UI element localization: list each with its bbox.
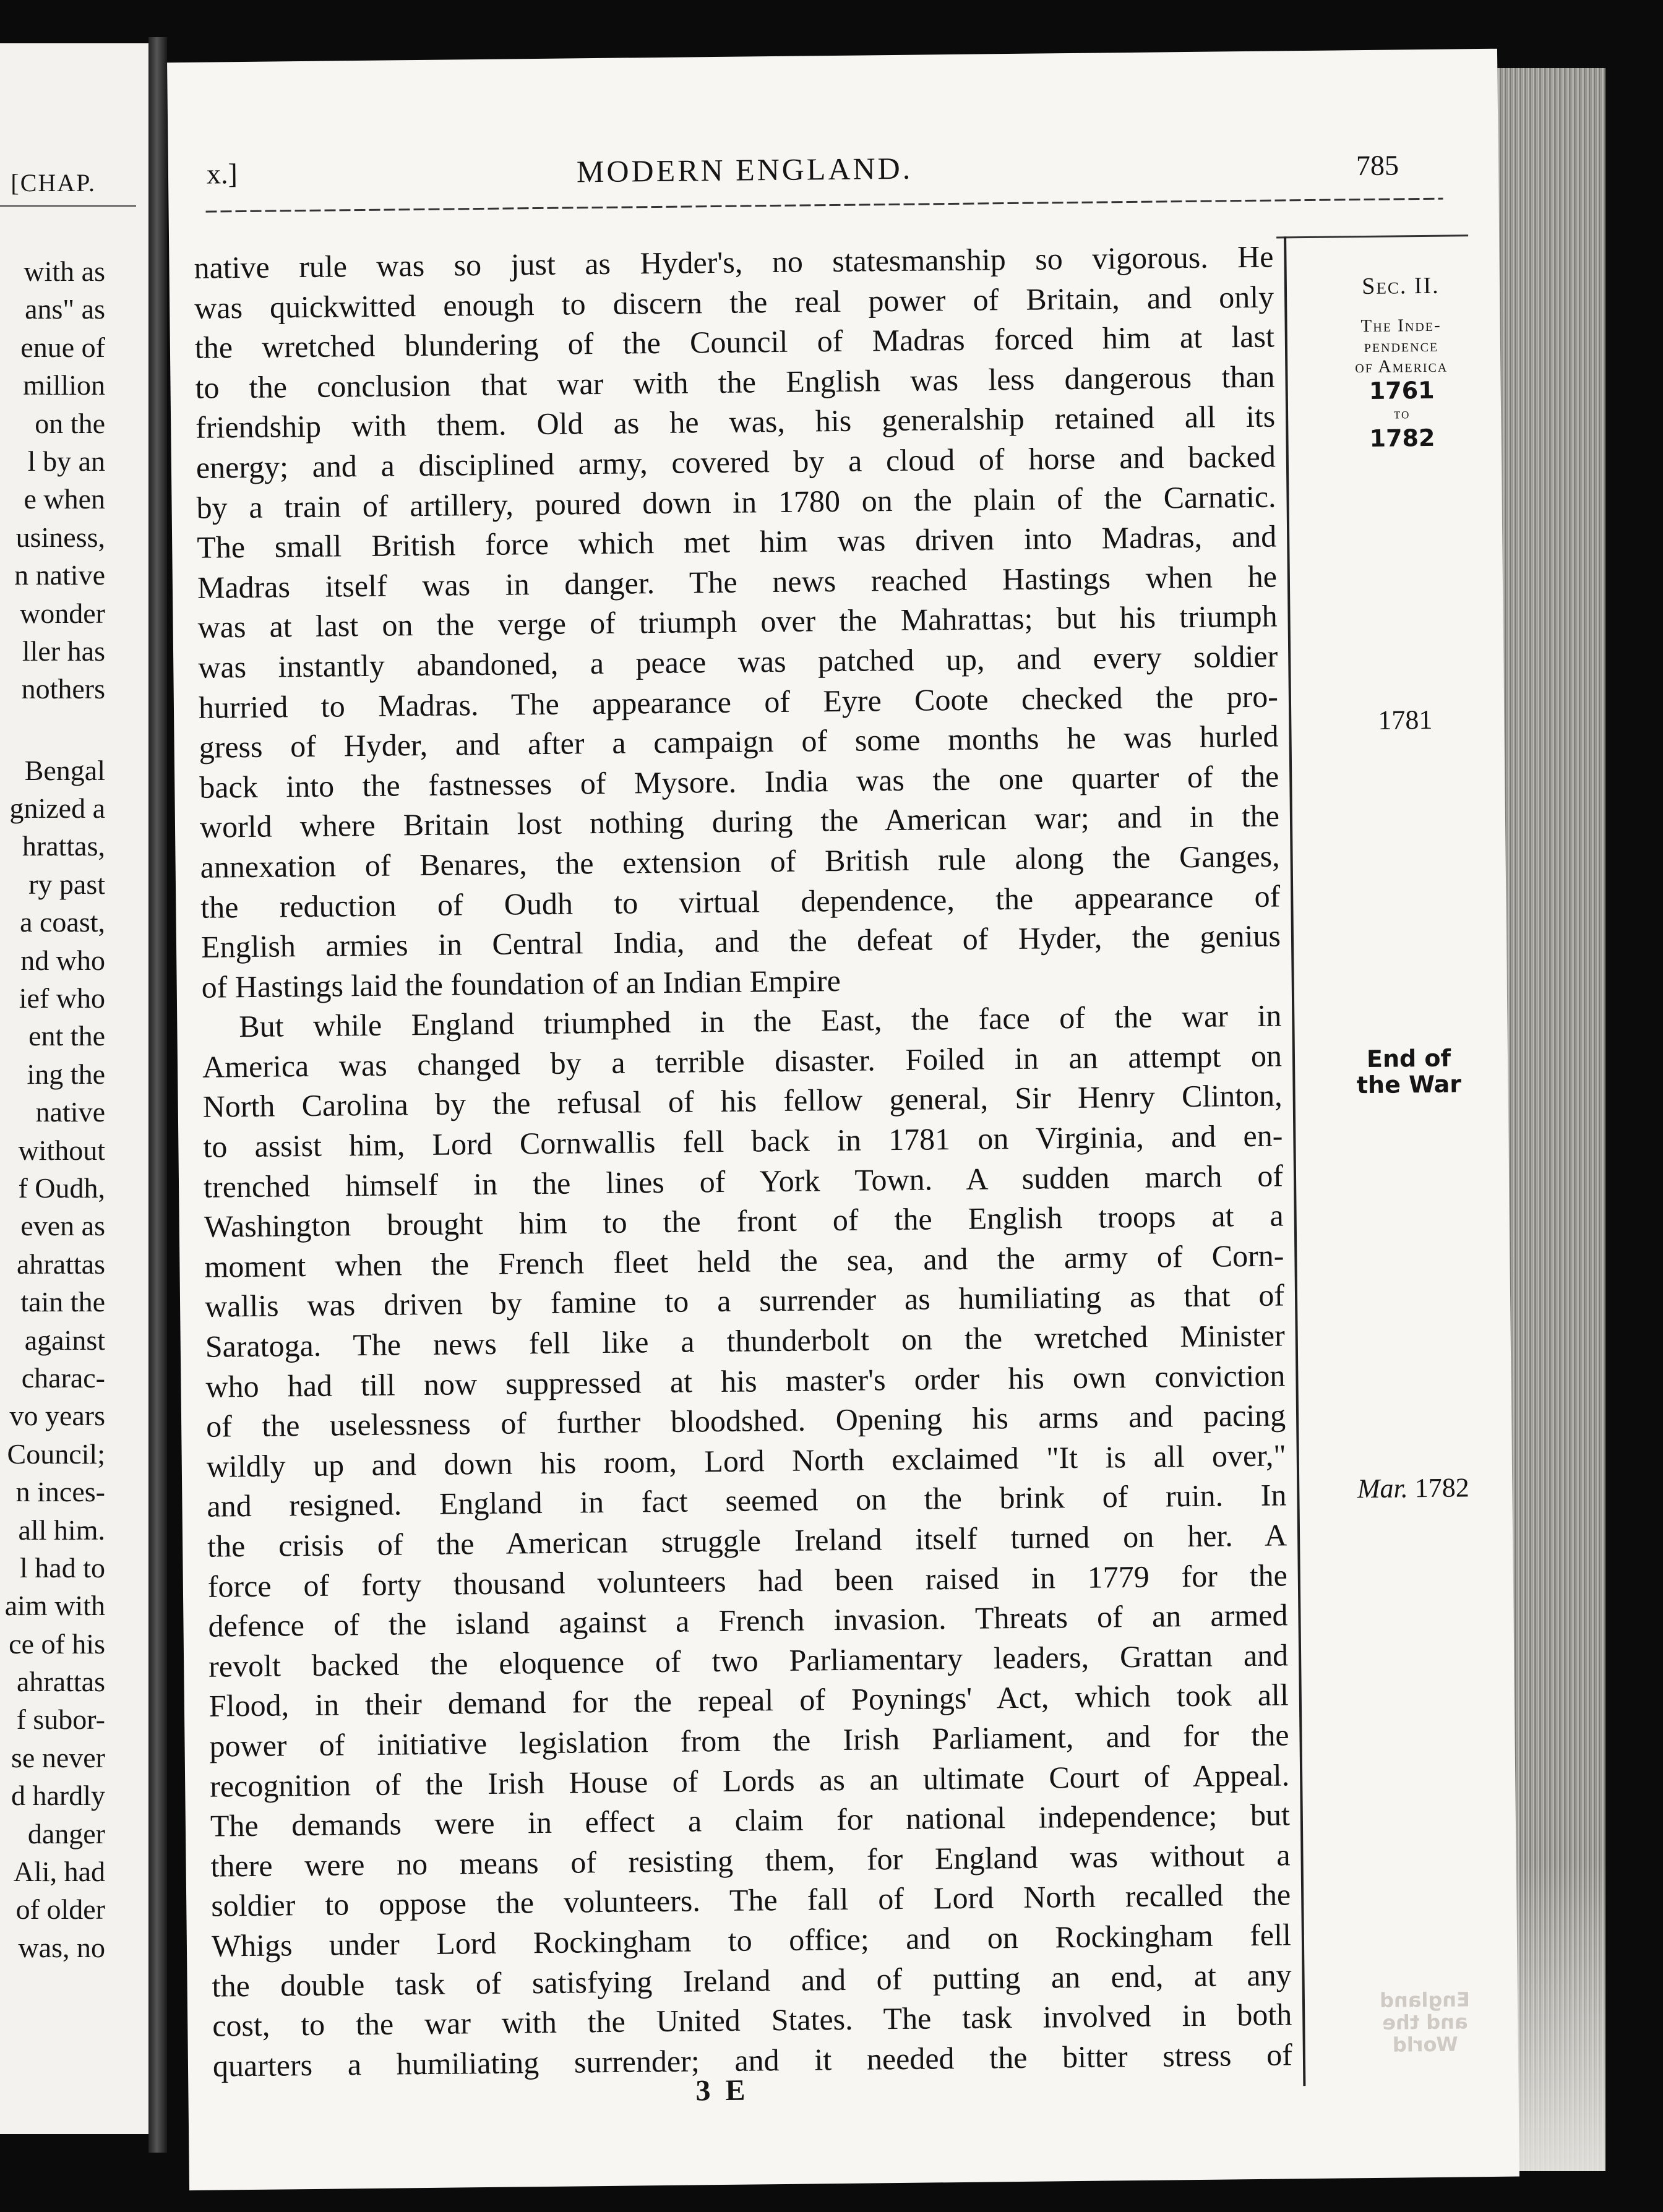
text-line: wallis was driven by famine to a surrender as humiliating as that of — [204, 1277, 1285, 1324]
text-line: The demands were in effect a claim for national independence; but — [210, 1797, 1291, 1843]
text-line: the double task of satisfying Ireland and of putting an end, at any — [212, 1957, 1292, 2004]
text-line: gress of Hyder, and after a campaign of some months he was hurled — [199, 718, 1279, 765]
left-text-line: l by an — [27, 445, 105, 477]
text-line: annexation of Benares, the extension of British rule along the Ganges, — [200, 838, 1280, 885]
left-text-line: ent the — [28, 1020, 105, 1052]
text-line: cost, to the war with the United States. The task involved in both — [212, 1997, 1292, 2043]
left-text-line: se never — [11, 1741, 105, 1773]
text-line: trenched himself in the lines of York Town. A sudden march of — [203, 1158, 1284, 1204]
text-line: hurried to Madras. The appearance of Eyre Coote checked the pro- — [198, 679, 1279, 725]
text-line: and resigned. England in fact seemed on the brink of ruin. In — [207, 1477, 1287, 1524]
left-text-line: was, no — [18, 1931, 105, 1963]
left-text-line: ry past — [28, 868, 105, 900]
text-line: by a train of artillery, poured down in 1780 on the plain of the Carnatic. — [196, 479, 1276, 525]
left-text-line: aim with — [4, 1590, 105, 1622]
left-text-line: nothers — [21, 673, 105, 705]
running-title: MODERN ENGLAND. — [576, 150, 913, 189]
left-text-line: ahrattas — [16, 1666, 105, 1698]
header-rule — [206, 198, 1443, 213]
text-line: the reduction of Oudh to virtual dependence, the appearance of — [200, 878, 1281, 925]
left-text-line: vo years — [9, 1400, 105, 1432]
text-line: the wretched blundering of the Council of Madras forced him at last — [194, 319, 1275, 365]
left-text-line: million — [23, 369, 105, 401]
left-text-line: tain the — [20, 1286, 105, 1318]
left-text-line: on the — [35, 407, 105, 439]
left-text-line: Bengal — [24, 754, 105, 786]
text-line: was at last on the verge of triumph over the Mahrattas; but his triumph — [197, 598, 1278, 645]
text-line: recognition of the Irish House of Lords as an ultimate Court of Appeal. — [209, 1757, 1290, 1804]
bleed-line-1: England — [1379, 1987, 1471, 2012]
left-text-line: e when — [24, 483, 105, 515]
left-text-line: against — [24, 1324, 105, 1356]
left-text-line: wonder — [20, 597, 105, 629]
text-line: world where Britain lost nothing during the American war; and in the — [199, 798, 1280, 845]
text-line: moment when the French fleet held the sea, and the army of Corn- — [204, 1238, 1284, 1284]
text-line: Washington brought him to the front of the English troops at a — [204, 1198, 1284, 1244]
text-line: wildly up and down his room, Lord North exclaimed "It is all over," — [206, 1438, 1287, 1484]
section-title-line-1: The Inde- — [1360, 315, 1442, 337]
running-head — [168, 142, 1499, 199]
text-line: of Hastings laid the foundation of an Indian Empire — [201, 962, 841, 1005]
left-text-line: native — [35, 1096, 105, 1128]
left-text-line: f subor- — [16, 1704, 105, 1736]
left-text-line: l had to — [20, 1551, 105, 1584]
left-text-line: ief who — [19, 982, 105, 1014]
text-line: North Carolina by the refusal of his fellow general, Sir Henry Clinton, — [202, 1078, 1283, 1125]
chapter-number: x.] — [206, 158, 238, 190]
left-header-rule — [0, 205, 136, 207]
text-line: force of forty thousand volunteers had been raised in 1779 for the — [207, 1558, 1288, 1604]
text-line: soldier to oppose the volunteers. The fall of Lord North recalled the — [210, 1877, 1291, 1924]
sidenote-march-1782 — [1308, 1472, 1519, 1506]
left-text-line: danger — [27, 1817, 105, 1850]
text-line: quarters a humiliating surrender; and it needed the bitter stress of — [212, 2037, 1293, 2083]
page-number: 785 — [1356, 149, 1399, 182]
left-text-line: usiness, — [15, 521, 105, 553]
body-text — [194, 237, 1292, 2086]
left-text-line: ans" as — [25, 293, 105, 325]
section-number: Sec. II. — [1361, 272, 1440, 300]
text-line: friendship with them. Old as he was, his generalship retained all its — [195, 398, 1276, 445]
left-text-line: nd who — [20, 944, 105, 976]
text-line: energy; and a disciplined army, covered by a cloud of horse and backed — [196, 439, 1276, 485]
left-text-line — [0, 708, 105, 752]
left-page-text — [0, 252, 105, 1966]
text-line: to assist him, Lord Cornwallis fell back in 1781 on Virginia, and en- — [203, 1118, 1283, 1164]
left-text-line: gnized a — [9, 792, 105, 825]
left-text-line: f Oudh, — [18, 1172, 105, 1204]
text-line: Whigs under Lord Rockingham to office; and on Rockingham fell — [211, 1917, 1292, 1963]
signature-mark: 3 E — [695, 2073, 749, 2107]
left-text-line: n inces- — [15, 1476, 105, 1508]
left-text-line: ller has — [22, 635, 105, 667]
left-text-line: without — [18, 1134, 105, 1166]
left-text-line: ce of his — [9, 1627, 105, 1660]
text-line: revolt backed the eloquence of two Parliamentary leaders, Grattan and — [208, 1637, 1289, 1684]
bleed-line-2: and the — [1382, 2010, 1468, 2034]
text-line: was instantly abandoned, a peace was patched up, and every soldier — [198, 638, 1278, 685]
section-title — [1296, 315, 1507, 453]
left-text-line: hrattas, — [22, 830, 105, 862]
text-line: Saratoga. The news fell like a thunderbolt on the wretched Minister — [205, 1318, 1285, 1364]
left-text-line: Ali, had — [13, 1856, 105, 1888]
section-title-line-2: pendence — [1364, 335, 1439, 357]
left-text-line: ahrattas — [16, 1248, 105, 1280]
text-line: was quickwitted enough to discern the real power of Britain, and only — [194, 279, 1274, 325]
sidenote-end-line-2: the War — [1356, 1070, 1462, 1099]
left-text-line: of older — [15, 1893, 105, 1926]
text-line: who had till now suppressed at his master's order his own conviction — [205, 1358, 1286, 1404]
left-text-line: n native — [14, 559, 105, 591]
text-line: defence of the island against a French invasion. Threats of an armed — [208, 1597, 1288, 1644]
left-page-header: [CHAP. — [11, 169, 96, 197]
left-text-line: charac- — [21, 1361, 105, 1394]
left-text-line: with as — [24, 255, 105, 287]
left-text-line: enue of — [20, 331, 105, 363]
text-line: The small British force which met him was driven into Madras, and — [196, 518, 1277, 565]
left-facing-page — [0, 43, 148, 2134]
sidenote-end-of-war — [1304, 1045, 1515, 1099]
text-line: But while England triumphed in the East, the face of the war in — [239, 998, 1282, 1044]
left-text-line: a coast, — [20, 906, 105, 938]
text-line: the crisis of the American struggle Ireland itself turned on her. A — [207, 1517, 1287, 1564]
text-line: to the conclusion that war with the English was less dangerous than — [195, 359, 1275, 405]
year-to: 1782 — [1369, 424, 1435, 452]
bleed-through-sidenote — [1320, 1987, 1531, 2057]
left-text-line: even as — [20, 1210, 105, 1242]
book-page — [167, 49, 1519, 2190]
text-line: there were no means of resisting them, for England was without a — [210, 1837, 1291, 1884]
text-line: Flood, in their demand for the repeal of Poynings' Act, which took all — [208, 1677, 1289, 1724]
text-line: back into the fastnesses of Mysore. India was the one quarter of the — [199, 758, 1279, 805]
text-line: Madras itself was in danger. The news reached Hastings when he — [197, 559, 1278, 605]
left-text-line: ing the — [27, 1058, 105, 1090]
sidenote-year: 1782 — [1414, 1472, 1470, 1504]
sidenote-1781: 1781 — [1378, 704, 1433, 735]
sidenote-month: Mar. — [1357, 1473, 1409, 1504]
text-line: America was changed by a terrible disaster. Foiled in an attempt on — [202, 1038, 1283, 1084]
left-text-line: d hardly — [11, 1780, 105, 1812]
sidenote-end-line-1: End of — [1366, 1044, 1451, 1073]
year-to-word: to — [1393, 406, 1411, 422]
section-title-line-3: of America — [1355, 356, 1448, 377]
text-line: power of initiative legislation from the Irish Parliament, and for the — [209, 1717, 1289, 1764]
left-text-line: all him. — [18, 1514, 105, 1546]
sidenote-header-rule — [1276, 234, 1468, 238]
bleed-line-3: World — [1392, 2032, 1458, 2057]
text-line: native rule was so just as Hyder's, no statesmanship so vigorous. He — [194, 239, 1274, 285]
text-line: of the uselessness of further bloodshed. Opening his arms and pacing — [205, 1397, 1286, 1444]
left-text-line: Council; — [7, 1438, 105, 1470]
book-gutter — [148, 37, 167, 2153]
year-from: 1761 — [1369, 376, 1435, 405]
text-line: English armies in Central India, and the defeat of Hyder, the genius — [200, 918, 1281, 964]
